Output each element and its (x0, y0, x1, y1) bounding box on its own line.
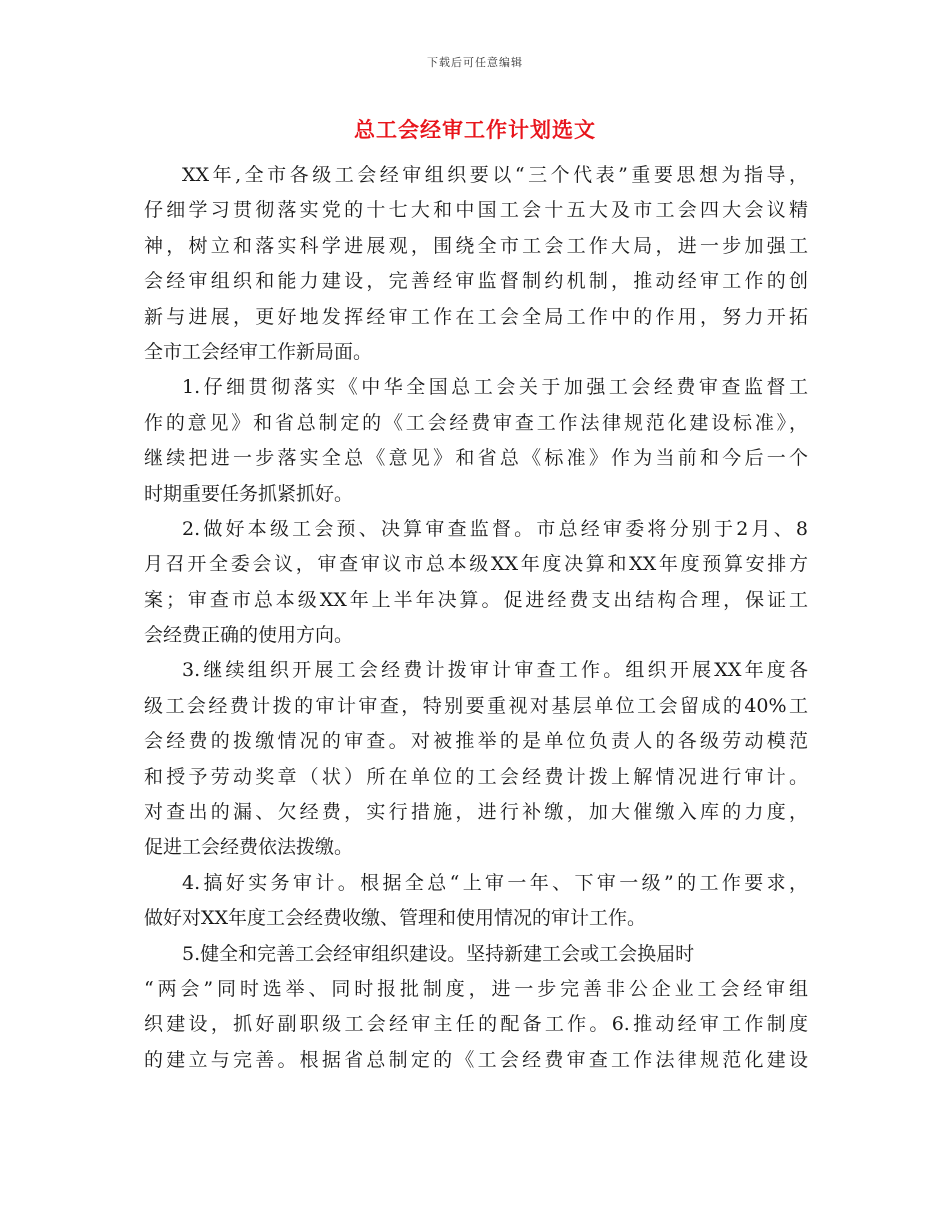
paragraph-item-2 (144, 512, 808, 654)
text-line: 月召开全委会议，审查审议市总本级XX年度决算和XX年度预算安排方 (144, 553, 808, 576)
text-line: 神，树立和落实科学进展观，围绕全市工会工作大局，进一步加强工 (144, 234, 808, 257)
text-line: 做好对XX年度工会经费收缴、管理和使用情况的审计工作。 (144, 907, 647, 930)
paragraph-item-5 (144, 937, 808, 1079)
text-line: “两会”同时选举、同时报批制度，进一步完善非公企业工会经审组 (144, 977, 808, 1000)
text-line: 新与进展，更好地发挥经审工作在工会全局工作中的作用，努力开拓 (144, 305, 808, 328)
text-line: 级工会经费计拨的审计审查，特别要重视对基层单位工会留成的40%工 (144, 694, 808, 717)
text-line: 会经费正确的使用方向。 (144, 624, 354, 647)
header-note: 下载后可任意编辑 (427, 56, 523, 69)
text-line: XX年,全市各级工会经审组织要以“三个代表”重要思想为指导， (182, 164, 808, 186)
text-line: 2.做好本级工会预、决算审查监督。市总经审委将分别于2月、8 (182, 517, 808, 540)
text-line: 对查出的漏、欠经费，实行措施，进行补缴，加大催缴入库的力度， (144, 801, 808, 824)
paragraph-intro (144, 158, 808, 370)
text-line: 继续把进一步落实全总《意见》和省总《标准》作为当前和今后一个 (144, 447, 808, 470)
document-title: 总工会经审工作计划选文 (354, 117, 596, 142)
text-line: 案；审查市总本级XX年上半年决算。促进经费支出结构合理，保证工 (144, 588, 808, 611)
text-line: 会经审组织和能力建设，完善经审监督制约机制，推动经审工作的创 (144, 270, 808, 293)
paragraph-item-3 (144, 653, 808, 865)
text-line: 的建立与完善。根据省总制定的《工会经费审查工作法律规范化建设 (144, 1048, 808, 1071)
text-line: 仔细学习贯彻落实党的十七大和中国工会十五大及市工会四大会议精 (144, 199, 808, 222)
paragraph-item-1 (144, 370, 808, 512)
text-line: 时期重要任务抓紧抓好。 (144, 482, 354, 505)
text-line: 会经费的拨缴情况的审查。对被推举的是单位负责人的各级劳动模范 (144, 730, 808, 753)
text-line: 3.继续组织开展工会经费计拨审计审查工作。组织开展XX年度各 (182, 659, 808, 682)
text-line: 1.仔细贯彻落实《中华全国总工会关于加强工会经费审查监督工 (182, 376, 808, 399)
text-line: 促进工会经费依法拨缴。 (144, 836, 354, 859)
text-line: 5.健全和完善工会经审组织建设。坚持新建工会或工会换届时 (182, 942, 695, 965)
text-line: 和授予劳动奖章（状）所在单位的工会经费计拨上解情况进行审计。 (144, 765, 808, 788)
text-line: 4.搞好实务审计。根据全总“上审一年、下审一级”的工作要求， (182, 871, 808, 894)
paragraph-item-4 (144, 866, 808, 937)
text-line: 作的意见》和省总制定的《工会经费审查工作法律规范化建设标准》， (144, 411, 808, 434)
document-body (144, 158, 808, 1078)
text-line: 织建设，抓好副职级工会经审主任的配备工作。6.推动经审工作制度 (144, 1013, 808, 1036)
text-line: 全市工会经审工作新局面。 (144, 340, 373, 363)
